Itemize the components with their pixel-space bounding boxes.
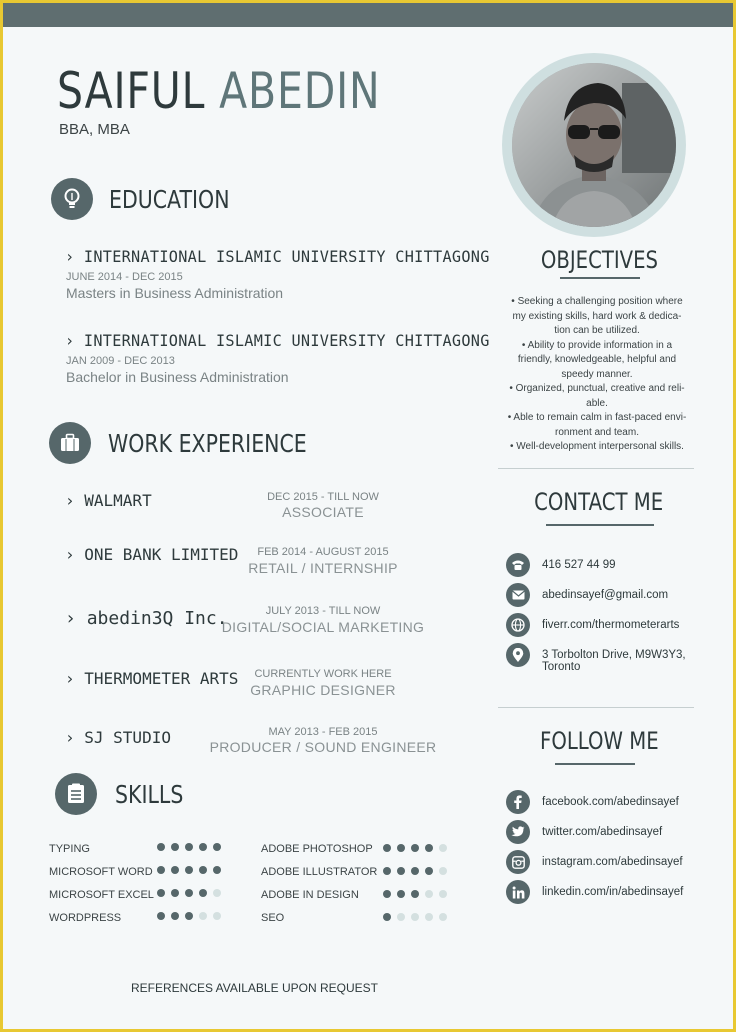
profile-photo <box>512 63 676 227</box>
skill-dot-filled <box>213 866 221 874</box>
objective-line: • Ability to provide information in a <box>521 339 673 351</box>
list-icon <box>55 773 97 815</box>
skill-dot-filled <box>411 890 419 898</box>
skill-dot-filled <box>171 843 179 851</box>
job-role-4: GRAPHIC DESIGNER <box>250 682 396 698</box>
objective-line: • Well-development interpersonal skills. <box>510 441 684 452</box>
objective-line: able. <box>586 397 608 409</box>
job-company-3: › abedin3Q Inc. <box>65 608 228 629</box>
job-dates-2: FEB 2014 - AUGUST 2015 <box>257 546 389 558</box>
location-pin-icon <box>506 643 530 667</box>
job-role-5: PRODUCER / SOUND ENGINEER <box>209 739 437 755</box>
skill-dot-empty <box>411 913 419 921</box>
briefcase-icon <box>49 422 91 464</box>
contact-email <box>506 583 668 607</box>
objective-line: • Organized, punctual, creative and reli- <box>509 383 685 394</box>
globe-icon <box>506 613 530 637</box>
phone-icon <box>506 553 530 577</box>
job-role-2: RETAIL / INTERNSHIP <box>248 560 398 576</box>
instagram-link[interactable]: instagram.com/abedinsayef <box>542 856 683 868</box>
objective-line: my existing skills, hard work & dedica- <box>512 310 682 322</box>
skill-dot-empty <box>425 890 433 898</box>
skill-dot-empty <box>439 844 447 852</box>
job-company-1: › WALMART <box>65 491 152 510</box>
contact-heading: CONTACT ME <box>534 488 664 516</box>
education-dates-2: JAN 2009 - DEC 2013 <box>66 355 175 367</box>
skill-dot-filled <box>397 867 405 875</box>
education-school-1: › INTERNATIONAL ISLAMIC UNIVERSITY CHITTAGONG <box>65 247 490 266</box>
objective-line: tion can be utilized. <box>554 325 640 336</box>
divider <box>498 468 694 469</box>
candidate-degree: BBA, MBA <box>59 121 130 138</box>
social-twitter <box>506 820 662 844</box>
contact-address <box>506 643 686 673</box>
resume-page <box>3 3 733 1029</box>
job-dates-5: MAY 2013 - FEB 2015 <box>268 726 378 738</box>
skill-dot-empty <box>199 912 207 920</box>
work-experience-heading: WORK EXPERIENCE <box>108 429 307 458</box>
skill-label-photoshop: ADOBE PHOTOSHOP <box>261 843 373 855</box>
objective-line: • Able to remain calm in fast-paced envi- <box>507 412 687 423</box>
follow-heading: FOLLOW ME <box>539 727 659 755</box>
address-line-2: Toronto <box>542 661 581 673</box>
skill-dot-empty <box>425 913 433 921</box>
instagram-icon <box>506 850 530 874</box>
skill-dot-filled <box>199 889 207 897</box>
skill-dot-filled <box>171 866 179 874</box>
education-degree-1: Masters in Business Administration <box>66 285 284 301</box>
skill-dot-empty <box>213 912 221 920</box>
skill-dot-filled <box>383 867 391 875</box>
skill-dot-filled <box>397 844 405 852</box>
objectives-heading: OBJECTIVES <box>540 246 658 274</box>
job-company-4: › THERMOMETER ARTS <box>65 669 239 688</box>
profile-photo-ring <box>502 53 686 237</box>
follow-underline <box>555 763 635 765</box>
education-school-2: › INTERNATIONAL ISLAMIC UNIVERSITY CHITTAGONG <box>65 331 490 350</box>
skill-dot-filled <box>199 866 207 874</box>
skill-dot-filled <box>411 844 419 852</box>
skill-dot-filled <box>383 844 391 852</box>
divider <box>498 707 694 708</box>
skill-dot-filled <box>425 867 433 875</box>
facebook-link[interactable]: facebook.com/abedinsayef <box>542 796 679 808</box>
skill-dot-filled <box>383 913 391 921</box>
education-degree-2: Bachelor in Business Administration <box>66 369 289 385</box>
skill-dot-empty <box>213 889 221 897</box>
skill-dots-excel <box>157 889 221 897</box>
objective-line: ronment and team. <box>555 426 639 438</box>
skill-dot-filled <box>171 912 179 920</box>
skill-dot-filled <box>383 890 391 898</box>
skill-dot-filled <box>411 867 419 875</box>
skill-dot-filled <box>425 844 433 852</box>
skill-dots-wordpress <box>157 912 221 920</box>
skill-dot-empty <box>397 913 405 921</box>
facebook-icon <box>506 790 530 814</box>
objectives-text <box>497 295 697 455</box>
skill-dots-word <box>157 866 221 874</box>
skills-heading: SKILLS <box>115 780 184 809</box>
skill-dot-filled <box>185 912 193 920</box>
linkedin-link[interactable]: linkedin.com/in/abedinsayef <box>542 886 684 898</box>
job-dates-4: CURRENTLY WORK HERE <box>254 668 392 680</box>
skill-label-wordpress: WORDPRESS <box>49 912 122 924</box>
skill-dot-filled <box>185 889 193 897</box>
contact-underline <box>546 524 654 526</box>
skill-dot-filled <box>157 912 165 920</box>
address-line-1: 3 Torbolton Drive, M9W3Y3, <box>542 649 686 661</box>
skill-dots-illustrator <box>383 867 447 875</box>
job-company-5: › SJ STUDIO <box>65 728 171 747</box>
skill-label-word: MICROSOFT WORD <box>49 866 153 878</box>
skill-dot-filled <box>199 843 207 851</box>
job-dates-1: DEC 2015 - TILL NOW <box>267 491 379 503</box>
skill-dot-filled <box>185 843 193 851</box>
objective-line: • Seeking a challenging position where <box>511 296 683 307</box>
objective-line: friendly, knowledgeable, helpful and <box>517 354 677 365</box>
skill-dot-empty <box>439 913 447 921</box>
skill-dots-typing <box>157 843 221 851</box>
education-dates-1: JUNE 2014 - DEC 2015 <box>66 271 183 283</box>
objective-line: speedy manner. <box>561 368 633 380</box>
education-heading: EDUCATION <box>109 185 230 214</box>
job-role-3: DIGITAL/SOCIAL MARKETING <box>221 619 425 635</box>
skill-label-illustrator: ADOBE ILLUSTRATOR <box>261 866 378 878</box>
top-bar <box>3 3 733 27</box>
job-role-1: ASSOCIATE <box>282 504 364 520</box>
lightbulb-icon <box>51 178 93 220</box>
skill-dot-filled <box>157 889 165 897</box>
skill-label-seo: SEO <box>261 912 285 924</box>
skill-label-indesign: ADOBE IN DESIGN <box>261 889 359 901</box>
skill-dots-indesign <box>383 890 447 898</box>
skill-dot-filled <box>157 866 165 874</box>
contact-phone <box>506 553 616 577</box>
skill-dot-filled <box>213 843 221 851</box>
address-text <box>542 649 686 673</box>
social-linkedin <box>506 880 683 904</box>
skill-dot-filled <box>171 889 179 897</box>
skill-dot-filled <box>185 866 193 874</box>
skill-label-typing: TYPING <box>49 843 90 855</box>
contact-website <box>506 613 679 637</box>
job-dates-3: JULY 2013 - TILL NOW <box>265 605 381 617</box>
skill-dots-seo <box>383 913 447 921</box>
last-name: ABEDIN <box>219 62 381 120</box>
skill-dot-empty <box>439 867 447 875</box>
job-company-2: › ONE BANK LIMITED <box>65 545 239 564</box>
email-link[interactable]: abedinsayef@gmail.com <box>542 589 669 601</box>
skill-dot-filled <box>157 843 165 851</box>
phone-number[interactable]: 416 527 44 99 <box>542 559 616 571</box>
skill-dots-photoshop <box>383 844 447 852</box>
candidate-name <box>57 61 380 121</box>
first-name: SAIFUL <box>57 62 206 120</box>
twitter-link[interactable]: twitter.com/abedinsayef <box>542 826 663 838</box>
references-note: REFERENCES AVAILABLE UPON REQUEST <box>131 981 378 995</box>
social-instagram <box>506 850 683 874</box>
skill-dot-empty <box>439 890 447 898</box>
social-facebook <box>506 790 679 814</box>
skill-label-excel: MICROSOFT EXCEL <box>49 889 154 901</box>
website-link[interactable]: fiverr.com/thermometerarts <box>542 619 680 631</box>
objectives-underline <box>560 277 640 279</box>
skill-dot-filled <box>397 890 405 898</box>
mail-icon <box>506 583 530 607</box>
twitter-icon <box>506 820 530 844</box>
linkedin-icon <box>506 880 530 904</box>
